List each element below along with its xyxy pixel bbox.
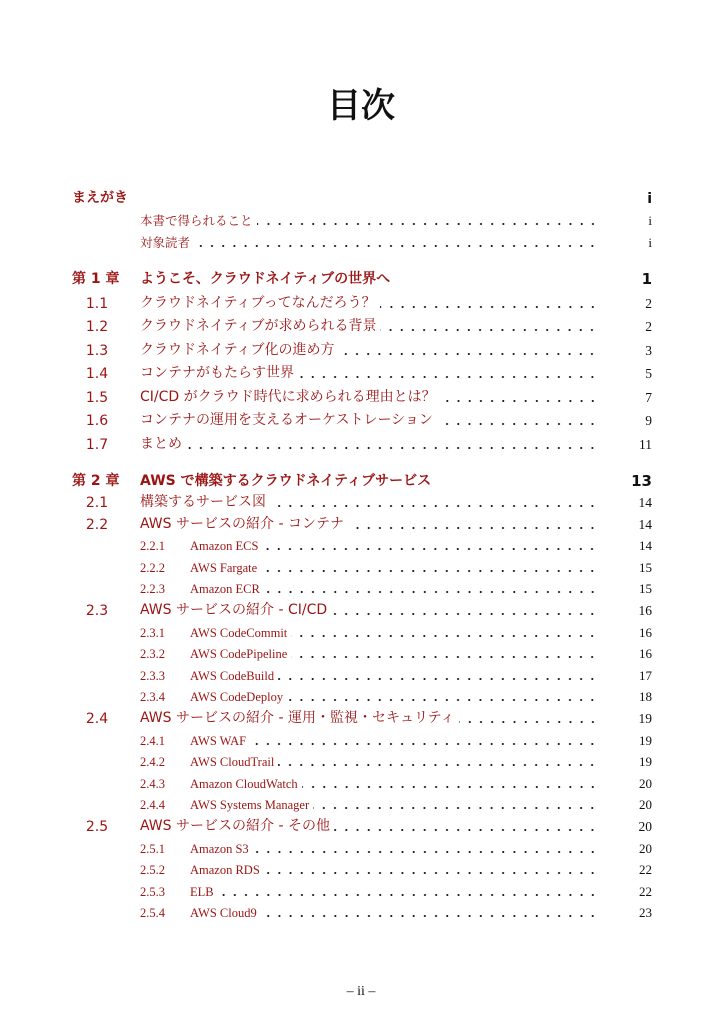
toc-entry-page: i xyxy=(647,191,652,207)
dot-leader xyxy=(302,777,598,789)
toc-entry-page: 16 xyxy=(639,624,652,640)
toc-entry-title: ようこそ、クラウドネイティブの世界へ xyxy=(140,271,391,287)
toc-entry-number: 1.6 xyxy=(85,413,109,429)
toc-entry-page: 2 xyxy=(645,295,652,311)
toc-entry-number: 第 1 章 xyxy=(72,271,120,287)
toc-entry-number: 2.3.3 xyxy=(140,668,165,683)
toc-entry-title: 本書で得られること xyxy=(140,214,253,228)
toc-entry-number: 2.1 xyxy=(85,495,109,512)
toc-entry-title: クラウドネイティブ化の進め方 xyxy=(140,341,335,358)
toc-entry-page: 13 xyxy=(631,471,652,490)
toc-entry-sub[interactable] xyxy=(72,878,652,900)
toc-entry-sec[interactable] xyxy=(72,312,652,336)
toc-entry-sec[interactable] xyxy=(72,813,652,835)
toc-entry-sub[interactable] xyxy=(72,533,652,555)
page-title: 目次 xyxy=(327,86,395,126)
toc-entry-number: 2.5.2 xyxy=(140,863,165,878)
dot-leader xyxy=(440,391,598,403)
toc-entry-sub[interactable] xyxy=(72,662,652,684)
dot-leader xyxy=(287,690,598,702)
page-number-footer: – ii – xyxy=(346,984,376,999)
toc-entry-title: AWS サービスの紹介 - コンテナ xyxy=(140,515,344,532)
toc-entry-title: AWS CodeBuild xyxy=(190,668,275,683)
dot-leader xyxy=(291,647,598,659)
chapter-group xyxy=(72,466,652,922)
toc-entry-sec[interactable] xyxy=(72,406,652,430)
dot-leader xyxy=(313,798,598,810)
toc-entry-sub[interactable] xyxy=(72,749,652,771)
dot-leader xyxy=(186,438,598,450)
dot-leader xyxy=(218,885,598,897)
toc-entry-sub[interactable] xyxy=(72,576,652,598)
toc-entry-page: 20 xyxy=(639,797,652,813)
toc-entry-title: Amazon ECS xyxy=(190,539,259,554)
toc-entry-number: 2.2.1 xyxy=(140,539,165,554)
toc-entry-number: 1.4 xyxy=(85,366,109,382)
toc-entry-number: 1.1 xyxy=(85,295,109,312)
toc-entry-chap[interactable] xyxy=(72,264,652,288)
dot-leader xyxy=(278,755,598,767)
toc-entry-page: 17 xyxy=(639,667,652,683)
toc-entry-number: 2.4.4 xyxy=(140,798,165,813)
toc-entry-number: 1.2 xyxy=(85,319,109,335)
dot-leader xyxy=(261,561,598,573)
dot-leader xyxy=(250,734,598,746)
toc-entry-title: まえがき xyxy=(72,190,128,206)
toc-entry-page: 22 xyxy=(639,862,652,878)
toc-entry-page: 19 xyxy=(639,754,652,770)
toc-entry-sec[interactable] xyxy=(72,288,652,312)
toc-entry-number: 2.5.1 xyxy=(140,841,165,856)
toc-entry-page: 23 xyxy=(639,905,652,921)
toc-entry-page: 15 xyxy=(639,559,652,575)
chapter-group xyxy=(72,264,652,453)
toc-entry-title: クラウドネイティブが求められる背景 xyxy=(140,318,377,334)
toc-entry-title: AWS CodeCommit xyxy=(190,625,288,640)
toc-entry-number: 2.5 xyxy=(85,819,109,835)
toc-entry-title: CI/CD がクラウド時代に求められる理由とは？ xyxy=(140,388,436,405)
dot-leader xyxy=(298,367,598,379)
dot-leader xyxy=(348,518,598,530)
toc-entry-sec[interactable] xyxy=(72,429,652,453)
toc-entry-page: 3 xyxy=(645,342,652,358)
toc-entry-number: 1.7 xyxy=(85,436,109,453)
toc-entry-page: 18 xyxy=(639,689,652,705)
toc-entry-page: 1 xyxy=(641,270,652,288)
toc-entry-title: AWS CodePipeline xyxy=(190,647,288,662)
toc-entry-number: 2.3.1 xyxy=(140,625,165,640)
toc-entry-number: 2.2.3 xyxy=(140,582,165,597)
toc-entry-page: 22 xyxy=(639,883,652,899)
toc-entry-number: 2.4.3 xyxy=(140,776,165,791)
toc-entry-page: 2 xyxy=(645,319,652,334)
toc-entry-sub[interactable] xyxy=(72,792,652,814)
toc-entry-page: 15 xyxy=(639,581,652,597)
toc-entry-number: 2.2.2 xyxy=(140,560,165,575)
toc-entry-number: 2.4.2 xyxy=(140,755,165,770)
table-of-contents xyxy=(72,183,652,921)
toc-entry-title: AWS Cloud9 xyxy=(190,906,257,921)
toc-entry-page: 19 xyxy=(639,732,652,748)
toc-entry-number: 第 2 章 xyxy=(72,472,120,489)
toc-entry-number: 2.3.2 xyxy=(140,647,165,662)
toc-entry-title: AWS で構築するクラウドネイティブサービス xyxy=(140,472,432,489)
toc-entry-sub[interactable] xyxy=(72,727,652,749)
toc-entry-title: 構築するサービス図 xyxy=(140,494,266,511)
dot-leader xyxy=(437,414,598,426)
toc-entry-page: 16 xyxy=(638,603,652,619)
toc-entry-page: 14 xyxy=(638,516,652,532)
toc-entry-number: 1.5 xyxy=(85,389,109,406)
toc-entry-pre[interactable] xyxy=(72,183,652,207)
dot-leader xyxy=(338,344,598,356)
dot-leader xyxy=(331,604,598,616)
toc-entry-title: Amazon S3 xyxy=(190,841,249,856)
toc-entry-sub[interactable] xyxy=(72,835,652,857)
toc-entry-title: ELB xyxy=(190,884,214,899)
toc-entry-sec[interactable] xyxy=(72,705,652,727)
toc-entry-title: AWS WAF xyxy=(190,733,247,748)
dot-leader xyxy=(194,236,598,248)
toc-entry-page: 16 xyxy=(639,646,652,662)
toc-entry-title: Amazon RDS xyxy=(190,863,260,878)
dot-leader xyxy=(253,842,598,854)
toc-entry-sub[interactable] xyxy=(72,641,652,663)
dot-leader xyxy=(262,539,598,551)
toc-entry-sec[interactable] xyxy=(72,359,652,383)
toc-entry-sub[interactable] xyxy=(72,857,652,879)
toc-entry-sec[interactable] xyxy=(72,597,652,619)
toc-entry-sec[interactable] xyxy=(72,335,652,359)
toc-entry-title: AWS サービスの紹介 - 運用・監視・セキュリティ xyxy=(140,710,455,727)
toc-entry-number: 2.3.4 xyxy=(140,690,165,705)
toc-entry-sec[interactable] xyxy=(72,511,652,533)
toc-entry-number: 1.3 xyxy=(85,342,109,359)
toc-entry-number: 2.5.4 xyxy=(140,906,165,921)
dot-leader xyxy=(261,906,598,918)
toc-entry-sec[interactable] xyxy=(72,490,652,512)
dot-leader xyxy=(459,712,598,724)
toc-entry-title: Amazon CloudWatch xyxy=(190,776,298,791)
toc-entry-sub[interactable] xyxy=(72,554,652,576)
toc-entry-title: AWS CloudTrail xyxy=(190,755,275,770)
toc-entry-sub[interactable] xyxy=(72,770,652,792)
toc-entry-front[interactable] xyxy=(72,207,652,229)
toc-entry-title: コンテナがもたらす世界 xyxy=(140,365,294,381)
toc-entry-front[interactable] xyxy=(72,229,652,251)
toc-entry-sub[interactable] xyxy=(72,900,652,922)
toc-entry-number: 2.3 xyxy=(85,603,109,620)
toc-entry-page: 5 xyxy=(645,366,652,381)
toc-entry-page: 7 xyxy=(645,389,652,405)
toc-entry-page: 14 xyxy=(639,538,652,554)
toc-entry-chap[interactable] xyxy=(72,466,652,490)
toc-entry-title: AWS Fargate xyxy=(190,560,258,575)
toc-entry-title: Amazon ECR xyxy=(190,582,260,597)
dot-leader xyxy=(278,669,598,681)
toc-entry-number: 2.2 xyxy=(85,516,109,533)
toc-entry-title: コンテナの運用を支えるオーケストレーション xyxy=(140,412,433,428)
dot-leader xyxy=(264,582,598,594)
toc-entry-sub[interactable] xyxy=(72,619,652,641)
toc-entry-sec[interactable] xyxy=(72,382,652,406)
dot-leader xyxy=(257,214,598,226)
dot-leader xyxy=(334,820,598,832)
toc-entry-page: 19 xyxy=(638,711,652,727)
toc-entry-number: 2.4 xyxy=(85,711,109,728)
toc-entry-page: 20 xyxy=(639,840,652,856)
dot-leader xyxy=(380,320,598,332)
toc-entry-page: i xyxy=(648,235,652,250)
toc-entry-page: 20 xyxy=(638,819,652,834)
dot-leader xyxy=(264,863,598,875)
toc-entry-page: 14 xyxy=(638,495,652,511)
toc-entry-sub[interactable] xyxy=(72,684,652,706)
toc-entry-title: まとめ xyxy=(140,435,182,452)
toc-entry-number: 2.5.3 xyxy=(140,884,165,899)
dot-leader xyxy=(291,626,598,638)
toc-entry-page: i xyxy=(648,213,652,228)
toc-entry-title: クラウドネイティブってなんだろう？ xyxy=(140,294,376,311)
dot-leader xyxy=(270,496,598,508)
toc-entry-page: 20 xyxy=(639,775,652,791)
toc-entry-page: 11 xyxy=(639,436,652,452)
toc-entry-number: 2.4.1 xyxy=(140,733,165,748)
toc-entry-page: 9 xyxy=(645,413,652,428)
dot-leader xyxy=(380,297,598,309)
toc-entry-title: AWS CodeDeploy xyxy=(190,690,284,705)
toc-entry-title: 対象読者 xyxy=(140,236,191,250)
toc-entry-title: AWS Systems Manager xyxy=(190,798,310,813)
toc-entry-title: AWS サービスの紹介 - その他 xyxy=(140,818,330,834)
toc-entry-title: AWS サービスの紹介 - CI/CD xyxy=(140,602,328,619)
